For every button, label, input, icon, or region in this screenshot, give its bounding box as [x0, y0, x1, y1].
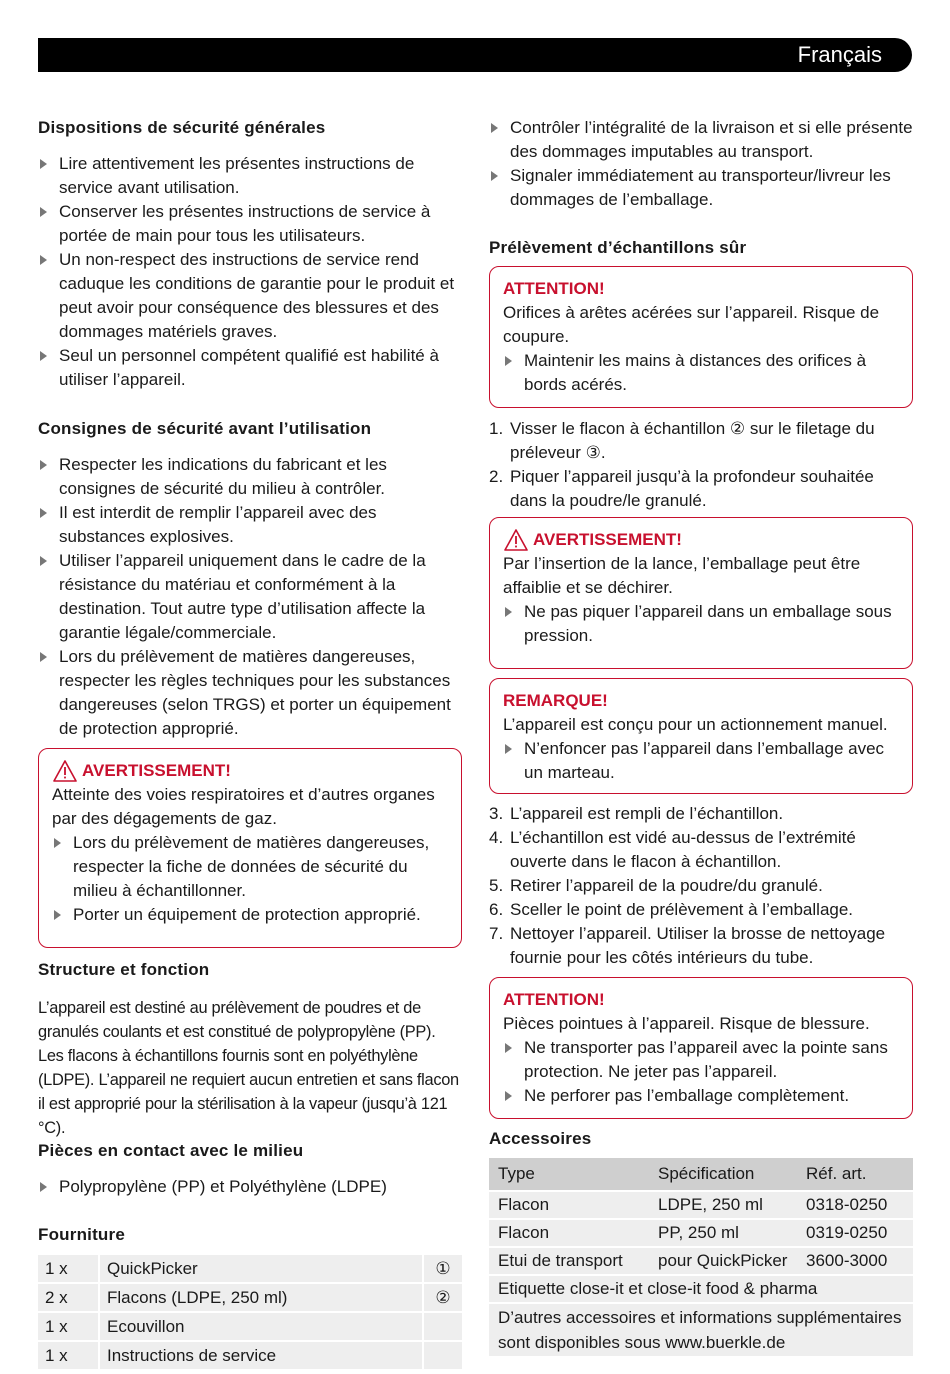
delivery-check-list [489, 116, 913, 212]
warning-text: Atteinte des voies respiratoires et d’autres organes par des dégagements de gaz. [52, 785, 435, 828]
attention-box-sharp-edges [489, 266, 913, 408]
ref-cell [422, 1342, 462, 1369]
list-item [489, 826, 913, 874]
note-text: L’appareil est conçu pour un actionnement manuel. [503, 715, 888, 734]
list-item: Maintenir les mains à distances des orifices à bords acérés. [503, 349, 899, 397]
steps-list-1 [489, 417, 913, 513]
list-item: Respecter les indications du fabricant et les consignes de sécurité du milieu à contrôler. [38, 453, 462, 501]
list-item: Ne transporter pas l’appareil avec la pointe sans protection. Ne jeter pas l’appareil. [503, 1036, 899, 1084]
step-number: 3. [489, 804, 504, 823]
ref-cell: 3600-3000 [797, 1248, 913, 1274]
step-text: Sceller le point de prélèvement à l’emballage. [510, 900, 854, 919]
section-title-structure: Structure et fonction [38, 960, 210, 979]
qty-cell: 1 x [38, 1255, 98, 1282]
full-width-cell: D’autres accessoires et informations supplémentaires sont disponibles sous www.buerkle.de [489, 1304, 913, 1356]
section-title-delivery: Fourniture [38, 1225, 125, 1244]
list-item [489, 417, 913, 465]
spec-cell: pour QuickPicker [649, 1248, 797, 1274]
warning-title [52, 759, 448, 783]
ref-cell: 0318-0250 [797, 1192, 913, 1218]
step-text: Retirer l’appareil de la poudre/du granulé. [510, 876, 823, 895]
table-row [38, 1313, 462, 1340]
list-item [489, 465, 913, 513]
spec-cell: PP, 250 ml [649, 1220, 797, 1246]
qty-cell: 2 x [38, 1284, 98, 1311]
step-text: Visser le flacon à échantillon ② sur le filetage du préleveur ③. [510, 419, 875, 462]
note-title: REMARQUE! [503, 691, 608, 710]
step-number: 1. [489, 419, 504, 438]
section-title-safe-sampling: Prélèvement d’échantillons sûr [489, 238, 747, 257]
language-label: Français [797, 42, 882, 67]
accessories-table [489, 1156, 913, 1358]
list-item [489, 898, 913, 922]
type-cell: Flacon [489, 1192, 649, 1218]
list-item: Signaler immédiatement au transporteur/livreur les dommages de l’emballage. [489, 164, 913, 212]
section-title-pre-use-safety: Consignes de sécurité avant l’utilisation [38, 419, 372, 438]
column-header-spec: Spécification [649, 1158, 797, 1190]
item-cell: QuickPicker [98, 1255, 422, 1282]
type-cell: Flacon [489, 1220, 649, 1246]
list-item [489, 922, 913, 970]
ref-cell: 0319-0250 [797, 1220, 913, 1246]
column-header-type: Type [489, 1158, 649, 1190]
list-item [489, 874, 913, 898]
attention-text: Orifices à arêtes acérées sur l’appareil. Risque de coupure. [503, 303, 880, 346]
warning-list [52, 831, 448, 927]
table-row [489, 1248, 913, 1274]
attention-list [503, 349, 899, 397]
step-text: Nettoyer l’appareil. Utiliser la brosse de nettoyage fournie pour les côtés intérieurs du tube. [510, 924, 886, 967]
attention-text: Pièces pointues à l’appareil. Risque de blessure. [503, 1014, 870, 1033]
step-number: 6. [489, 900, 504, 919]
warning-title [503, 528, 899, 552]
list-item: Ne perforer pas l’emballage complètement. [503, 1084, 899, 1108]
column-header-ref: Réf. art. [797, 1158, 913, 1190]
step-number: 4. [489, 828, 504, 847]
warning-text: Par l’insertion de la lance, l’emballage peut être affaiblie et se déchirer. [503, 554, 861, 597]
list-item: Polypropylène (PP) et Polyéthylène (LDPE) [38, 1175, 462, 1199]
note-list [503, 737, 899, 785]
item-cell: Ecouvillon [98, 1313, 422, 1340]
list-item: Utiliser l’appareil uniquement dans le cadre de la résistance du matériau et conformément à la destination. Tout autre type d’utilisation affecte la garantie légale/commerciale. [38, 549, 462, 645]
section-title-accessories: Accessoires [489, 1129, 592, 1148]
item-cell: Flacons (LDPE, 250 ml) [98, 1284, 422, 1311]
list-item: Un non-respect des instructions de service rend caduque les conditions de garantie pour le produit et peut avoir pour conséquence des blessures et des dommages matériels graves. [38, 248, 462, 344]
step-text: L’échantillon est vidé au-dessus de l’extrémité ouverte dans le flacon à échantillon. [510, 828, 856, 871]
list-item: Lors du prélèvement de matières dangereuses, respecter la fiche de données de sécurité du milieu à échantillonner. [52, 831, 448, 903]
warning-title-text: AVERTISSEMENT! [82, 761, 231, 780]
list-item: N’enfoncer pas l’appareil dans l’emballage avec un marteau. [503, 737, 899, 785]
warning-box-gas [38, 748, 462, 948]
warning-triangle-icon [52, 759, 78, 783]
table-row [489, 1304, 913, 1356]
list-item: Lors du prélèvement de matières dangereuses, respecter les règles techniques pour les substances dangereuses (selon TRGS) et porter un équipement de protection approprié. [38, 645, 462, 741]
ref-cell: ② [422, 1284, 462, 1311]
full-width-cell: Etiquette close-it et close-it food & pharma [489, 1276, 913, 1302]
step-number: 5. [489, 876, 504, 895]
step-text: L’appareil est rempli de l’échantillon. [510, 804, 784, 823]
list-item: Ne pas piquer l’appareil dans un emballage sous pression. [503, 600, 899, 648]
step-number: 2. [489, 467, 504, 486]
table-header-row [489, 1158, 913, 1190]
structure-paragraph: L’appareil est destiné au prélèvement de poudres et de granulés coulants et est constitué de polypropylène (PP). Les flacons à échantillons fournis sont en polyéthylène (LDPE). L’appareil ne requiert aucun entretien et sans flacon il est approprié pour la stérilisation à la vapeur (jusqu’à 121 °C). [38, 999, 459, 1137]
list-item [489, 802, 913, 826]
attention-list [503, 1036, 899, 1108]
qty-cell: 1 x [38, 1342, 98, 1369]
type-cell: Etui de transport [489, 1248, 649, 1274]
list-item: Contrôler l’intégralité de la livraison et si elle présente des dommages imputables au transport. [489, 116, 913, 164]
table-row [38, 1342, 462, 1369]
list-item: Conserver les présentes instructions de service à portée de main pour tous les utilisateurs. [38, 200, 462, 248]
header-bar [38, 38, 912, 72]
warning-list [503, 600, 899, 648]
list-item: Seul un personnel compétent qualifié est habilité à utiliser l’appareil. [38, 344, 462, 392]
contact-parts-list [38, 1175, 462, 1199]
section-title-general-safety: Dispositions de sécurité générales [38, 118, 326, 137]
step-text: Piquer l’appareil jusqu’à la profondeur souhaitée dans la poudre/le granulé. [510, 467, 874, 510]
list-item: Lire attentivement les présentes instructions de service avant utilisation. [38, 152, 462, 200]
section-title-contact-parts: Pièces en contact avec le milieu [38, 1141, 304, 1160]
table-row [38, 1284, 462, 1311]
ref-cell: ① [422, 1255, 462, 1282]
list-item: Il est interdit de remplir l’appareil avec des substances explosives. [38, 501, 462, 549]
general-safety-list [38, 152, 462, 392]
steps-list-2 [489, 802, 913, 970]
table-row [489, 1276, 913, 1302]
item-cell: Instructions de service [98, 1342, 422, 1369]
pre-use-safety-list [38, 453, 462, 741]
qty-cell: 1 x [38, 1313, 98, 1340]
attention-title: ATTENTION! [503, 990, 605, 1009]
note-box-manual [489, 678, 913, 794]
list-item: Porter un équipement de protection approprié. [52, 903, 448, 927]
table-row [489, 1220, 913, 1246]
attention-box-sharp-tip [489, 977, 913, 1119]
ref-cell [422, 1313, 462, 1340]
warning-title-text: AVERTISSEMENT! [533, 530, 682, 549]
step-number: 7. [489, 924, 504, 943]
table-row [38, 1255, 462, 1282]
spec-cell: LDPE, 250 ml [649, 1192, 797, 1218]
table-row [489, 1192, 913, 1218]
delivery-table [38, 1253, 462, 1371]
attention-title: ATTENTION! [503, 279, 605, 298]
warning-box-packaging [489, 517, 913, 669]
warning-triangle-icon [503, 528, 529, 552]
